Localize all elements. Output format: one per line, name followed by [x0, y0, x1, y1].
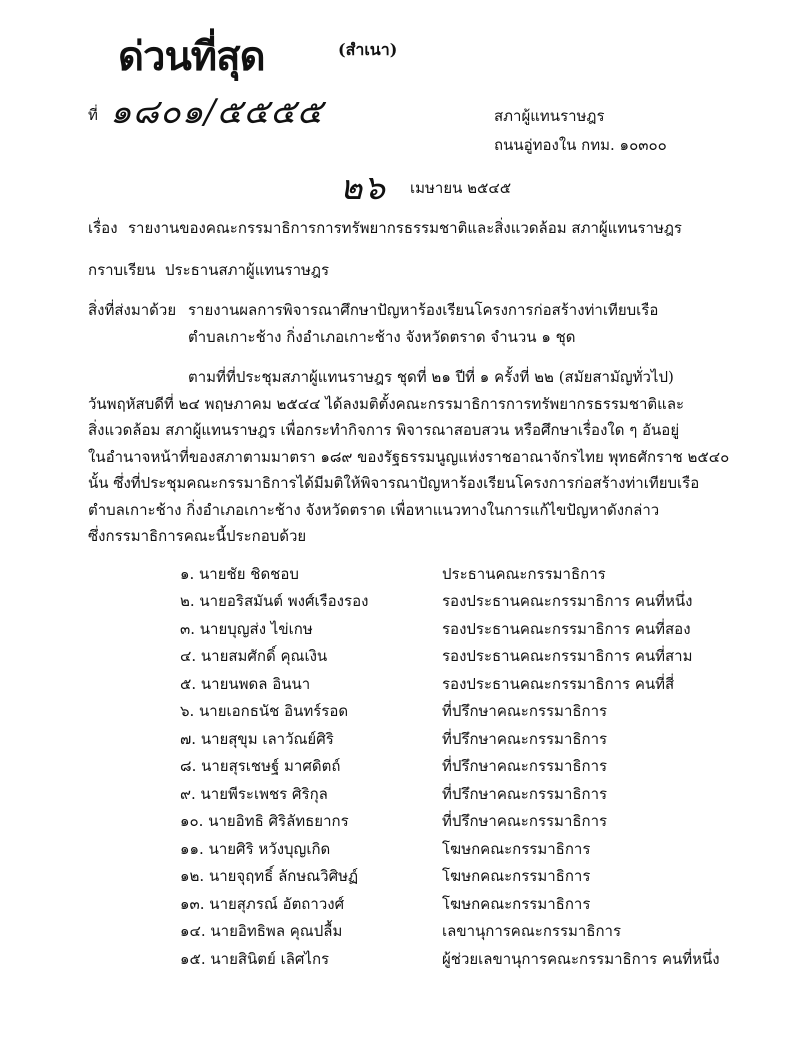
member-row	[180, 670, 720, 698]
member-name: ๑๐. นายอิทธิ ศิริลัทธยากร	[180, 812, 349, 831]
member-row	[180, 918, 720, 946]
member-row	[180, 808, 720, 836]
salutation-label: กราบเรียน	[88, 261, 156, 279]
member-row	[180, 780, 720, 808]
body-line: ซึ่งกรรมาธิการคณะนี้ประกอบด้วย	[88, 527, 307, 545]
member-row	[180, 615, 720, 643]
member-row	[180, 753, 720, 781]
member-name: ๖. นายเอกธนัช อินทร์รอด	[180, 702, 349, 721]
member-row	[180, 835, 720, 863]
member-row	[180, 698, 720, 726]
member-name: ๑. นายชัย ชิดชอบ	[180, 564, 299, 583]
org-name: สภาผู้แทนราษฎร	[494, 107, 605, 125]
body-line: นั้น ซึ่งที่ประชุมคณะกรรมาธิการได้มีมติให้พิจารณาปัญหาร้องเรียนโครงการก่อสร้างท่าเทียบเรือ	[88, 474, 700, 492]
member-role: รองประธานคณะกรรมาธิการ คนที่หนึ่ง	[442, 592, 693, 611]
member-name: ๒. นายอริสมันต์ พงศ์เรืองรอง	[180, 592, 369, 611]
ref-number: ๑๘๐๑/๕๕๕๕	[110, 92, 324, 132]
ref-prefix: ที่	[88, 106, 98, 124]
member-role: ที่ปรึกษาคณะกรรมาธิการ	[442, 784, 608, 803]
member-role: รองประธานคณะกรรมาธิการ คนที่สาม	[442, 647, 693, 666]
member-name: ๑๓. นายสุภรณ์ อัตถาวงศ์	[180, 894, 345, 913]
date-day: ๒๖	[340, 168, 386, 208]
member-role: ที่ปรึกษาคณะกรรมาธิการ	[442, 729, 608, 748]
member-role: ที่ปรึกษาคณะกรรมาธิการ	[442, 812, 608, 831]
member-name: ๘. นายสุรเชษฐ์ มาศดิตถ์	[180, 757, 341, 776]
member-name: ๓. นายบุญส่ง ไข่เกษ	[180, 619, 313, 638]
member-row	[180, 890, 720, 918]
date-month-year: เมษายน ๒๕๔๕	[410, 179, 512, 197]
committee-member-list	[180, 560, 720, 973]
enclosure-line-2: ตำบลเกาะช้าง กิ่งอำเภอเกาะช้าง จังหวัดตราด จำนวน ๑ ชุด	[188, 328, 576, 346]
member-name: ๕. นายนพดล อินนา	[180, 674, 311, 693]
member-row	[180, 643, 720, 671]
subject-label: เรื่อง	[88, 219, 118, 237]
body-paragraph	[88, 364, 730, 550]
member-role: ที่ปรึกษาคณะกรรมาธิการ	[442, 757, 608, 776]
enclosure-line-1: รายงานผลการพิจารณาศึกษาปัญหาร้องเรียนโครงการก่อสร้างท่าเทียบเรือ	[188, 301, 659, 319]
member-role: รองประธานคณะกรรมาธิการ คนที่สอง	[442, 619, 691, 638]
member-row	[180, 560, 720, 588]
member-name: ๑๔. นายอิทธิพล คุณปลื้ม	[180, 922, 343, 941]
salutation-text: ประธานสภาผู้แทนราษฎร	[165, 261, 330, 279]
member-role: ผู้ช่วยเลขานุการคณะกรรมาธิการ คนที่หนึ่ง	[442, 949, 720, 968]
member-name: ๙. นายพีระเพชร ศิริกุล	[180, 784, 328, 803]
member-name: ๔. นายสมศักดิ์ คุณเงิน	[180, 647, 328, 666]
member-role: รองประธานคณะกรรมาธิการ คนที่สี่	[442, 674, 675, 693]
member-name: ๑๒. นายจุฤทธิ์ ลักษณวิศิษฏ์	[180, 867, 359, 886]
org-address: ถนนอู่ทองใน กทม. ๑๐๓๐๐	[494, 136, 667, 154]
member-row	[180, 863, 720, 891]
subject-text: รายงานของคณะกรรมาธิการการทรัพยากรธรรมชาติและสิ่งแวดล้อม สภาผู้แทนราษฎร	[128, 219, 682, 237]
member-role: ที่ปรึกษาคณะกรรมาธิการ	[442, 702, 608, 721]
enclosure-label: สิ่งที่ส่งมาด้วย	[88, 301, 177, 319]
member-row	[180, 588, 720, 616]
member-row	[180, 725, 720, 753]
body-line: ในอำนาจหน้าที่ของสภาตามมาตรา ๑๘๙ ของรัฐธรรมนูญแห่งราชอาณาจักรไทย พุทธศักราช ๒๕๔๐	[88, 447, 730, 466]
body-line: สิ่งแวดล้อม สภาผู้แทนราษฎร เพื่อกระทำกิจการ พิจารณาสอบสวน หรือศึกษาเรื่องใด ๆ อันอยู่	[88, 421, 680, 439]
body-line: ตำบลเกาะช้าง กิ่งอำเภอเกาะช้าง จังหวัดตราด เพื่อหาแนวทางในการแก้ไขปัญหาดังกล่าว	[88, 500, 660, 519]
copy-mark: (สำเนา)	[338, 40, 398, 59]
member-role: โฆษกคณะกรรมาธิการ	[442, 839, 591, 858]
member-role: เลขานุการคณะกรรมาธิการ	[442, 922, 622, 941]
body-line: วันพฤหัสบดีที่ ๒๔ พฤษภาคม ๒๕๔๔ ได้ลงมติตั้งคณะกรรมาธิการการทรัพยากรธรรมชาติและ	[88, 394, 685, 413]
member-row	[180, 945, 720, 973]
member-name: ๑๕. นายสินิตย์ เลิศไกร	[180, 949, 330, 968]
body-line: ตามที่ที่ประชุมสภาผู้แทนราษฎร ชุดที่ ๒๑ ปีที่ ๑ ครั้งที่ ๒๒ (สมัยสามัญทั่วไป)	[188, 368, 674, 386]
member-role: ประธานคณะกรรมาธิการ	[442, 564, 606, 583]
member-name: ๑๑. นายศิริ หวังบุญเกิด	[180, 839, 331, 858]
member-name: ๗. นายสุขุม เลาวัณย์ศิริ	[180, 729, 334, 748]
urgent-stamp: ด่วนที่สุด	[118, 33, 265, 80]
member-role: โฆษกคณะกรรมาธิการ	[442, 894, 591, 913]
member-role: โฆษกคณะกรรมาธิการ	[442, 867, 591, 886]
